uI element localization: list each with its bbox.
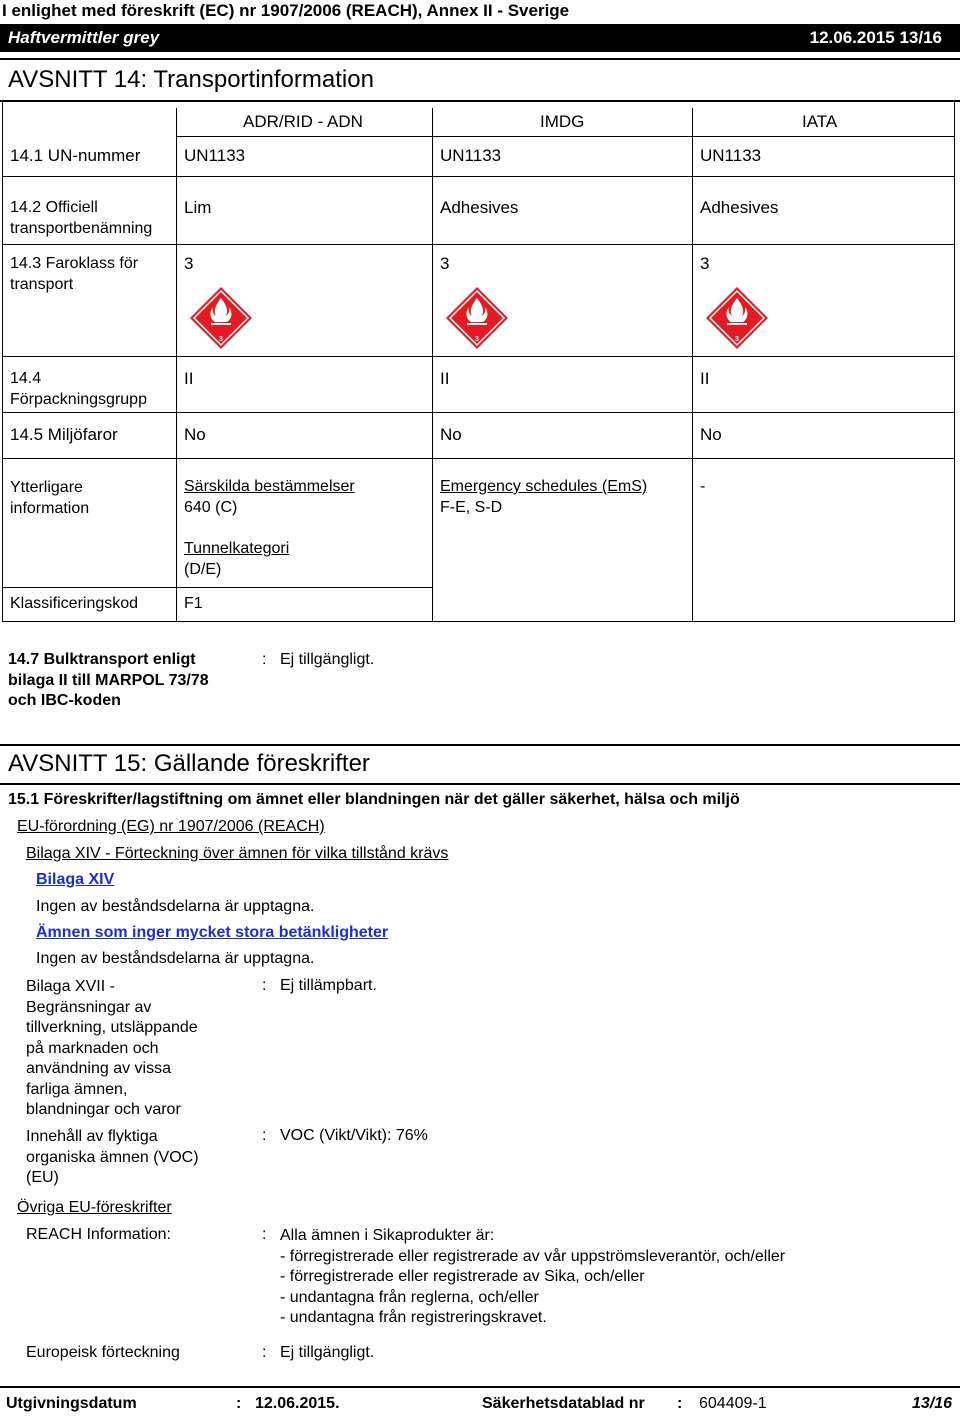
row-rule-3 <box>2 356 955 357</box>
packing-group-label: 14.4 Förpackningsgrupp <box>10 370 147 408</box>
pictogram-number-adr: 3 <box>219 336 223 343</box>
packing-group-iata: II <box>700 369 710 388</box>
section15-top-rule <box>0 744 960 746</box>
bulk-transport-colon: : <box>262 651 267 668</box>
footer-rule <box>0 1386 960 1388</box>
other-eu-regulations-heading: Övriga EU-föreskrifter <box>17 1199 172 1216</box>
col-header-rule <box>176 136 954 137</box>
row-rule-1 <box>2 176 955 177</box>
environmental-hazards-iata: No <box>700 425 722 444</box>
european-inventory-colon: : <box>262 1344 267 1361</box>
annex17-colon: : <box>262 977 267 994</box>
environmental-hazards-label: 14.5 Miljöfaror <box>10 425 118 444</box>
environmental-hazards-adr: No <box>184 425 206 444</box>
hazard-class-adr: 3 <box>184 254 194 273</box>
pictogram-number-imdg: 3 <box>475 336 479 343</box>
hazard-class-label: 14.3 Faroklass för transport <box>10 255 139 293</box>
table-col-divider-3 <box>692 108 693 622</box>
un-number-iata: UN1133 <box>700 146 762 165</box>
section15-title: AVSNITT 15: Gällande föreskrifter <box>8 750 370 777</box>
classification-code-rule <box>2 587 432 588</box>
regulations-subheading: 15.1 Föreskrifter/lagstiftning om ämnet eller blandningen när det gäller säkerhet, hälsa och miljö <box>8 791 740 808</box>
table-col-divider-1 <box>176 108 177 622</box>
row-rule-5 <box>2 458 955 459</box>
annex14-heading: Bilaga XIV - Förteckning över ämnen för vilka tillstånd krävs <box>26 845 449 862</box>
eu-regulation-heading: EU-förordning (EG) nr 1907/2006 (REACH) <box>17 818 325 835</box>
sds-number-label: Säkerhetsdatablad nr <box>482 1395 645 1412</box>
col-header-imdg: IMDG <box>540 112 585 131</box>
special-provisions-value: 640 (C) <box>184 499 238 516</box>
table-right-border <box>954 102 955 622</box>
section15-bottom-rule <box>0 783 960 785</box>
bulk-transport-label: 14.7 Bulktransport enligt bilaga II till MARPOL 73/78 och IBC-koden <box>8 651 209 709</box>
classification-code-label: Klassificeringskod <box>10 595 139 612</box>
flammable-liquid-pictogram-adr <box>189 286 253 350</box>
voc-label: Innehåll av flyktiga organiska ämnen (VOC) (EU) <box>26 1128 199 1186</box>
pictogram-number-iata: 3 <box>735 336 739 343</box>
hazard-class-imdg: 3 <box>440 254 450 273</box>
footer-page-number: 13/16 <box>911 1395 952 1412</box>
voc-value: VOC (Vikt/Vikt): 76% <box>280 1127 428 1144</box>
ems-value: F-E, S-D <box>440 499 503 516</box>
section14-bottom-rule <box>0 100 960 102</box>
shipping-name-imdg: Adhesives <box>440 198 519 217</box>
tunnel-category-heading: Tunnelkategori <box>184 540 290 557</box>
svhc-status: Ingen av beståndsdelarna är upptagna. <box>36 950 315 967</box>
annex17-value: Ej tillämpbart. <box>280 977 377 994</box>
shipping-name-adr: Lim <box>184 198 212 217</box>
additional-info-label: Ytterligare information <box>10 479 90 517</box>
iata-additional-info: - <box>700 478 706 495</box>
un-number-label: 14.1 UN-nummer <box>10 146 141 165</box>
european-inventory-label: Europeisk förteckning <box>26 1344 180 1361</box>
hazard-class-iata: 3 <box>700 254 710 273</box>
packing-group-imdg: II <box>440 369 450 388</box>
product-name: Haftvermittler grey <box>8 28 160 47</box>
table-col-divider-2 <box>432 108 433 622</box>
european-inventory-value: Ej tillgängligt. <box>280 1344 375 1361</box>
header-date-page: 12.06.2015 13/16 <box>809 28 942 47</box>
classification-code-value: F1 <box>184 595 203 612</box>
col-header-adr: ADR/RID - ADN <box>243 112 363 131</box>
shipping-name-iata: Adhesives <box>700 198 779 217</box>
bulk-transport-value: Ej tillgängligt. <box>280 651 375 668</box>
section14-title: AVSNITT 14: Transportinformation <box>8 66 374 93</box>
section14-top-rule <box>0 58 960 60</box>
issue-date-colon: : <box>236 1395 242 1412</box>
row-rule-2 <box>2 244 955 245</box>
issue-date-label: Utgivningsdatum <box>6 1395 137 1412</box>
table-bottom-border <box>2 621 955 622</box>
sds-number-colon: : <box>677 1395 683 1412</box>
row-rule-4 <box>2 412 955 413</box>
annex14-status: Ingen av beståndsdelarna är upptagna. <box>36 898 315 915</box>
col-header-iata: IATA <box>802 112 838 131</box>
annex14-link[interactable]: Bilaga XIV <box>36 871 115 888</box>
issue-date-value: 12.06.2015. <box>255 1395 340 1412</box>
un-number-imdg: UN1133 <box>440 146 502 165</box>
packing-group-adr: II <box>184 369 194 388</box>
flammable-liquid-pictogram-iata <box>705 286 769 350</box>
special-provisions-heading: Särskilda bestämmelser <box>184 478 355 495</box>
un-number-adr: UN1133 <box>184 146 246 165</box>
sds-number-value: 604409-1 <box>699 1395 767 1412</box>
ems-heading: Emergency schedules (EmS) <box>440 478 648 495</box>
table-left-border <box>2 102 3 622</box>
environmental-hazards-imdg: No <box>440 425 462 444</box>
reach-info-label: REACH Information: <box>26 1226 171 1243</box>
annex17-label: Bilaga XVII - Begränsningar av tillverkning, utsläppande på marknaden och användning av vissa farliga ämnen, blandningar och varor <box>26 978 198 1118</box>
reach-info-value: Alla ämnen i Sikaprodukter är: - förregistrerade eller registrerade av vår uppströmsleverantör, och/eller - förregistrerade eller registrerade av Sika, och/eller - undantagna från reglerna, och/eller - undantagna från registreringskravet. <box>280 1227 786 1326</box>
tunnel-category-value: (D/E) <box>184 561 222 578</box>
reach-info-colon: : <box>262 1226 267 1243</box>
shipping-name-label: 14.2 Officiell transportbenämning <box>10 199 153 237</box>
voc-colon: : <box>262 1127 267 1144</box>
svhc-link[interactable]: Ämnen som inger mycket stora betänkligheter <box>36 924 389 941</box>
flammable-liquid-pictogram-imdg <box>445 286 509 350</box>
document-regulation-title: I enlighet med föreskrift (EC) nr 1907/2006 (REACH), Annex II - Sverige <box>2 1 570 20</box>
